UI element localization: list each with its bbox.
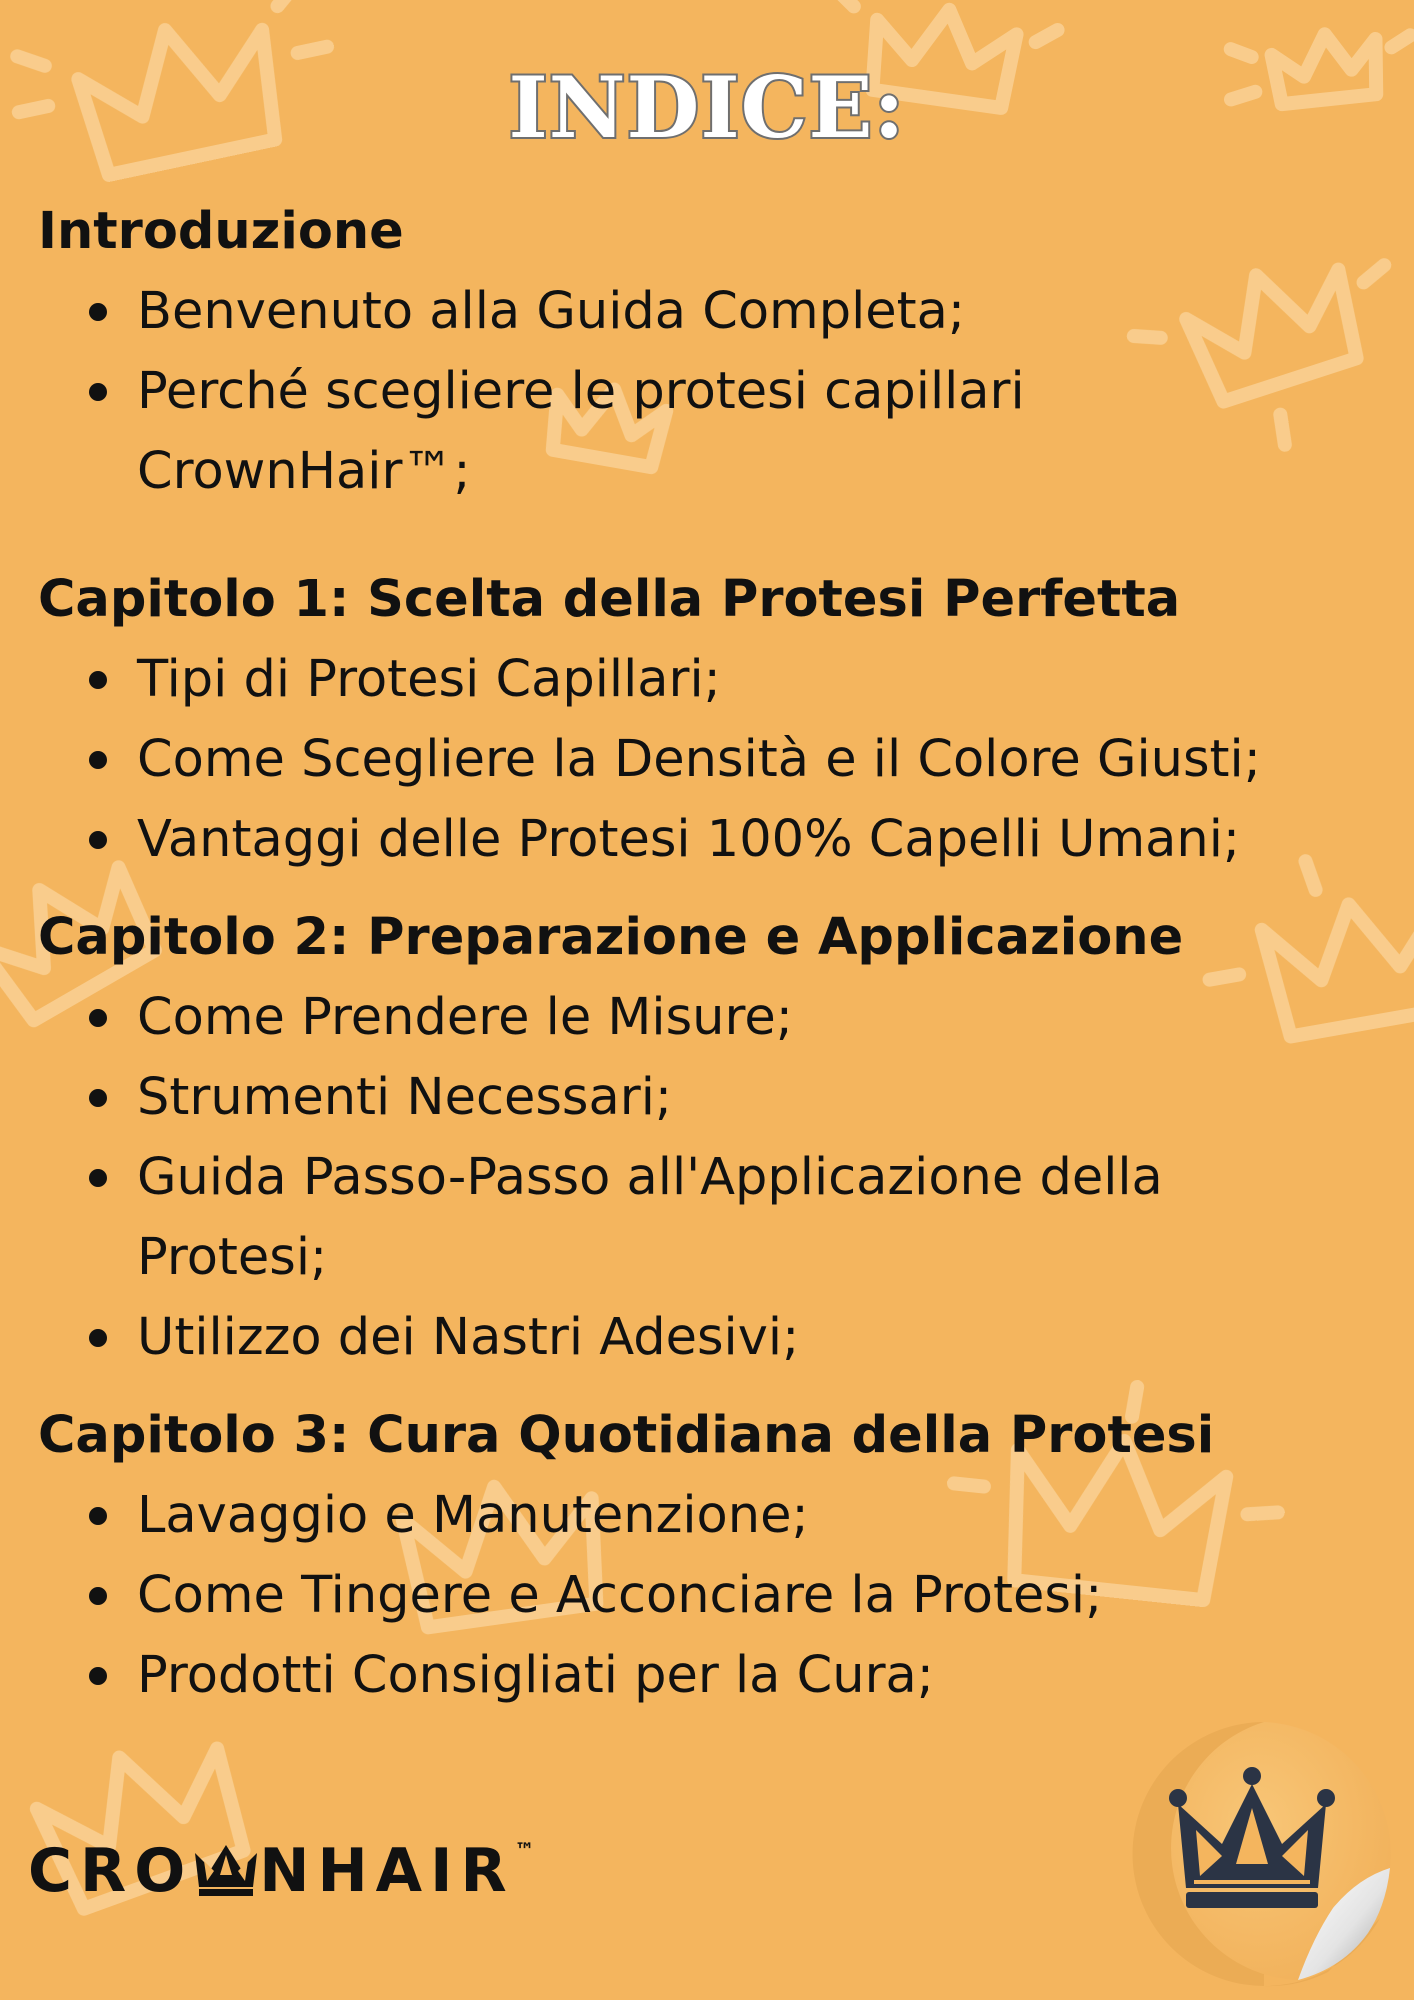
section-capitolo-3 <box>38 1396 1398 1716</box>
section-heading: Capitolo 1: Scelta della Protesi Perfetta <box>38 570 1181 629</box>
list-item: Prodotti Consigliati per la Cura; <box>38 1636 1337 1716</box>
list-item: Benvenuto alla Guida Completa; <box>38 272 1337 352</box>
section-items <box>38 272 1398 512</box>
section-heading: Capitolo 3: Cura Quotidiana della Protesi <box>38 1406 1215 1465</box>
brand-logo-suffix: NHAIR <box>259 1836 515 1906</box>
brand-logo <box>28 1836 535 1906</box>
list-item: Tipi di Protesi Capillari; <box>38 640 1337 720</box>
list-item: Utilizzo dei Nastri Adesivi; <box>38 1298 1337 1378</box>
section-capitolo-2 <box>38 898 1398 1378</box>
list-item: Come Tingere e Acconciare la Protesi; <box>38 1556 1337 1636</box>
trademark-symbol: ™ <box>514 1838 535 1862</box>
section-capitolo-1 <box>38 560 1398 880</box>
table-of-contents <box>38 192 1398 1716</box>
list-item: Come Scegliere la Densità e il Colore Giusti; <box>38 720 1407 800</box>
section-introduzione <box>38 192 1398 512</box>
brand-logo-prefix: CRO <box>28 1836 194 1906</box>
section-items <box>38 978 1398 1378</box>
section-items <box>38 640 1398 880</box>
list-item: Guida Passo-Passo all'Applicazione della Protesi; <box>38 1138 1267 1298</box>
page-title: INDICE: <box>508 58 906 157</box>
crown-icon <box>193 1841 259 1897</box>
list-item: Lavaggio e Manutenzione; <box>38 1476 1337 1556</box>
list-item: Vantaggi delle Protesi 100% Capelli Umani; <box>38 800 1407 880</box>
section-heading: Capitolo 2: Preparazione e Applicazione <box>38 908 1184 967</box>
list-item: Perché scegliere le protesi capillari CrownHair™; <box>38 352 1337 512</box>
list-item: Strumenti Necessari; <box>38 1058 1337 1138</box>
section-heading: Introduzione <box>38 202 404 261</box>
crown-sticker <box>1128 1718 1400 1990</box>
list-item: Come Prendere le Misure; <box>38 978 1337 1058</box>
section-items <box>38 1476 1398 1716</box>
